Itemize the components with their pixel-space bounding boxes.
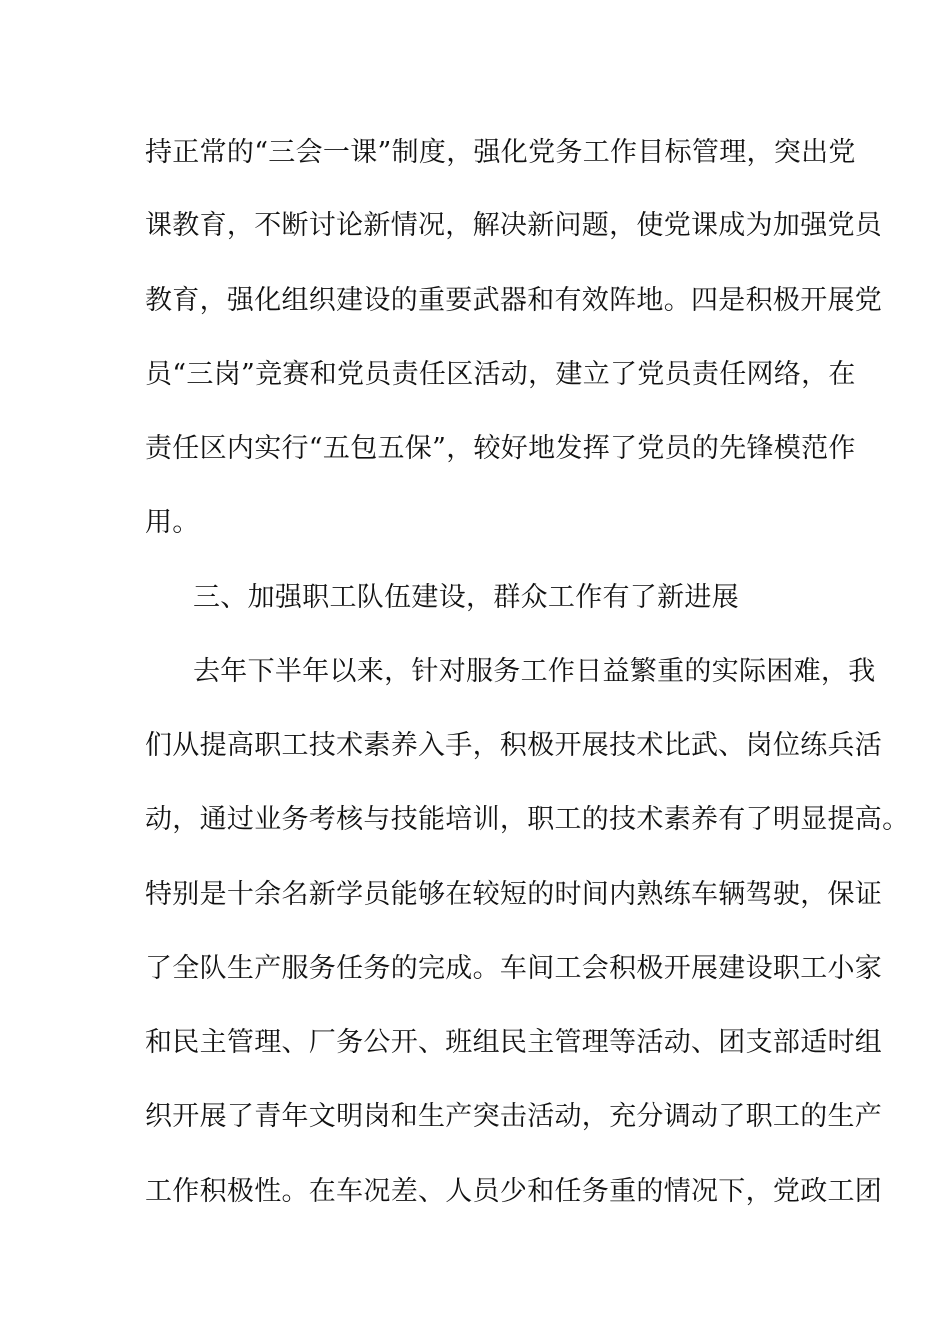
paragraph-line: 员“三岗”竞赛和党员责任区活动，建立了党员责任网络，在 (145, 359, 856, 390)
paragraph-line: 和民主管理、厂务公开、班组民主管理等活动、团支部适时组 (145, 1027, 883, 1058)
paragraph-line: 织开展了青年文明岗和生产突击活动，充分调动了职工的生产 (145, 1101, 883, 1132)
paragraph-line: 了全队生产服务任务的完成。车间工会积极开展建设职工小家 (145, 953, 883, 984)
paragraph-line: 持正常的“三会一课”制度，强化党务工作目标管理，突出党 (145, 137, 856, 168)
section-heading: 三、加强职工队伍建设，群众工作有了新进展 (193, 582, 739, 613)
paragraph-line: 责任区内实行“五包五保”，较好地发挥了党员的先锋模范作 (145, 433, 856, 464)
paragraph-line: 教育，强化组织建设的重要武器和有效阵地。四是积极开展党 (145, 285, 883, 316)
paragraph-line: 们从提高职工技术素养入手，积极开展技术比武、岗位练兵活 (145, 730, 883, 761)
paragraph-line: 特别是十余名新学员能够在较短的时间内熟练车辆驾驶，保证 (145, 879, 883, 910)
paragraph-line: 课教育，不断讨论新情况，解决新问题，使党课成为加强党员 (145, 210, 883, 241)
paragraph-line: 工作积极性。在车况差、人员少和任务重的情况下，党政工团 (145, 1176, 883, 1207)
paragraph-line: 用。 (145, 507, 200, 538)
paragraph-line: 动，通过业务考核与技能培训，职工的技术素养有了明显提高。 (145, 804, 910, 835)
paragraph-line: 去年下半年以来，针对服务工作日益繁重的实际困难，我 (193, 656, 876, 687)
